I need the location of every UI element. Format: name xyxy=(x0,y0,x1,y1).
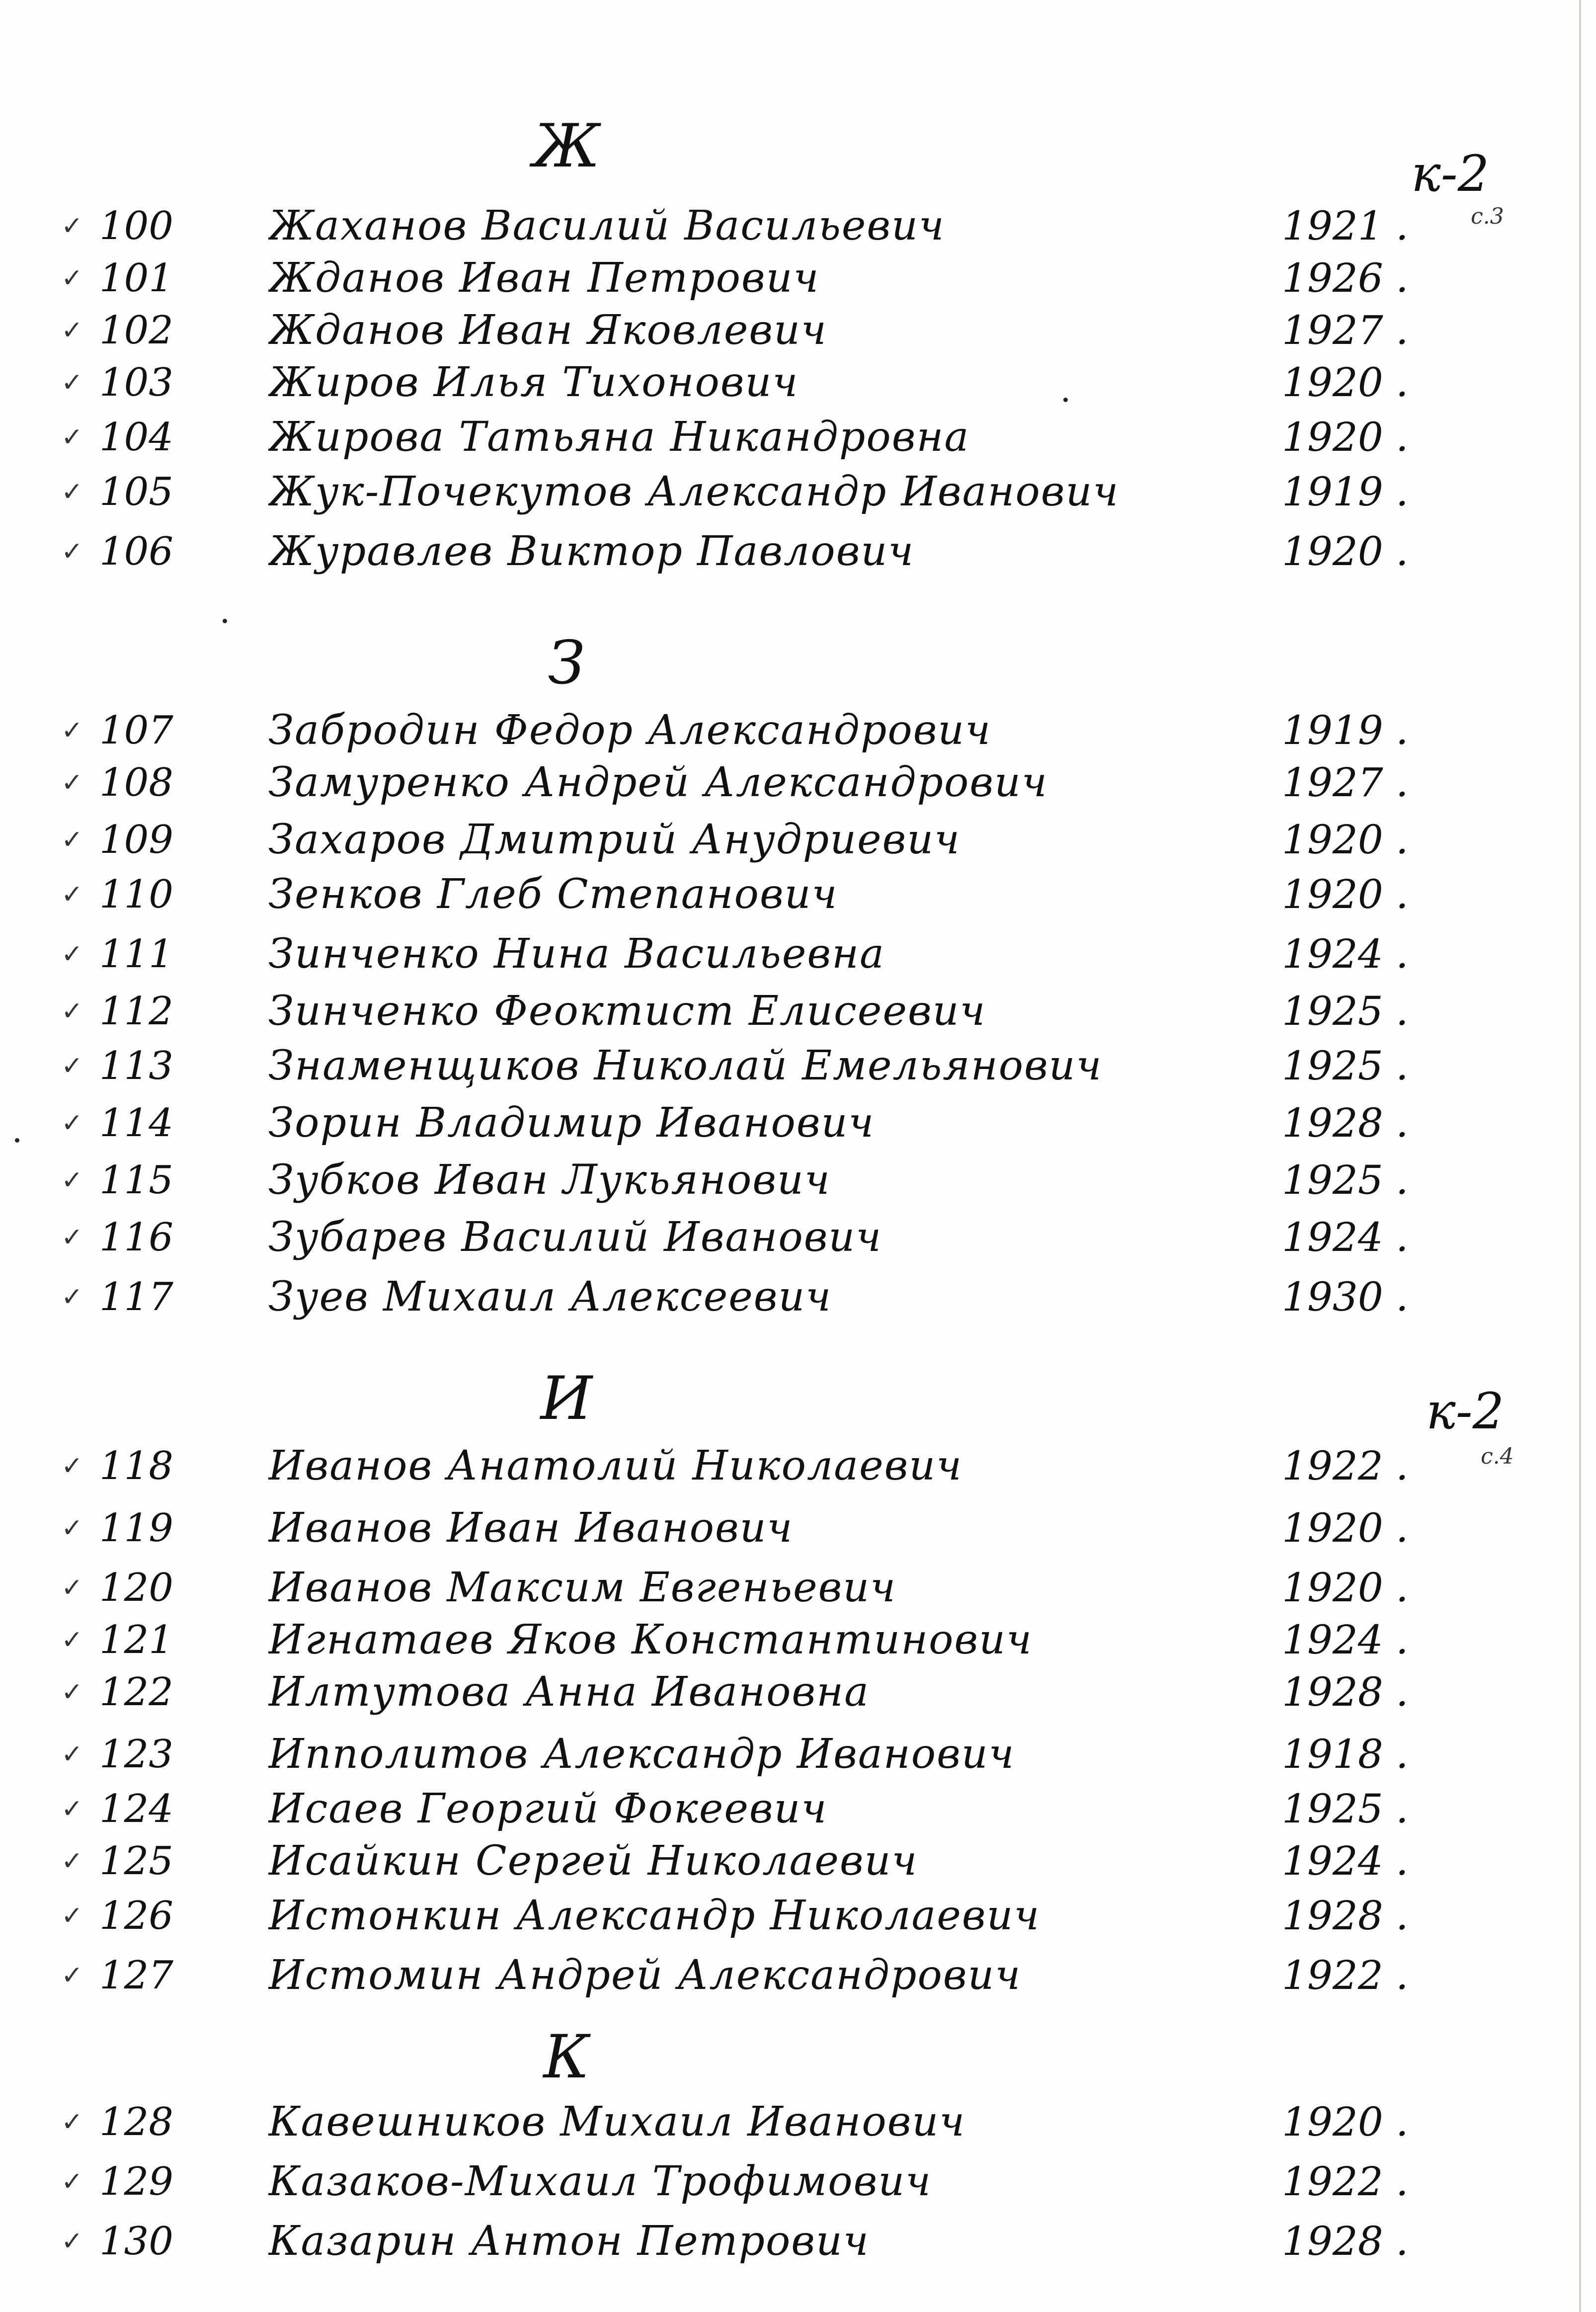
entry-number: 102 xyxy=(99,308,173,353)
entry-number: 119 xyxy=(99,1506,173,1551)
list-item xyxy=(0,527,1596,577)
check-mark: ✓ xyxy=(61,1739,83,1769)
check-mark: ✓ xyxy=(61,211,83,241)
check-mark: ✓ xyxy=(61,1282,83,1312)
birth-year: 1920 . xyxy=(1282,815,1491,865)
birth-year: 1920 . xyxy=(1282,358,1491,408)
list-item xyxy=(0,1667,1596,1717)
birth-year: 1927 . xyxy=(1282,306,1491,355)
entry-number: 109 xyxy=(99,818,173,862)
list-item xyxy=(0,253,1596,303)
person-name: Журавлев Виктор Павлович xyxy=(268,528,915,575)
check-mark: ✓ xyxy=(61,1223,83,1252)
entry-number: 108 xyxy=(99,760,173,805)
k-mark-sub: с.3 xyxy=(1471,204,1504,229)
list-item xyxy=(0,1041,1596,1091)
list-item xyxy=(0,706,1596,755)
check-mark: ✓ xyxy=(61,263,83,293)
list-item xyxy=(0,815,1596,865)
check-mark: ✓ xyxy=(61,1625,83,1655)
person-name: Знаменщиков Николай Емельянович xyxy=(268,1042,1103,1089)
check-mark: ✓ xyxy=(61,716,83,745)
entry-number: 105 xyxy=(99,470,173,514)
entry-number: 100 xyxy=(99,204,173,248)
person-name: Илтутова Анна Ивановна xyxy=(268,1668,870,1716)
list-item xyxy=(0,870,1596,919)
person-name: Ипполитов Александр Иванович xyxy=(268,1731,1015,1778)
entry-number: 110 xyxy=(99,872,173,917)
person-name: Жаханов Василий Васильевич xyxy=(268,202,945,249)
entry-number: 106 xyxy=(99,529,173,574)
person-name: Жирова Татьяна Никандровна xyxy=(268,413,970,461)
scan-speck xyxy=(15,1138,19,1143)
birth-year: 1925 . xyxy=(1282,987,1491,1036)
section-letter: З xyxy=(548,629,585,698)
person-name: Захаров Дмитрий Анудриевич xyxy=(268,816,961,863)
birth-year: 1920 . xyxy=(1282,2097,1491,2147)
check-mark: ✓ xyxy=(61,1846,83,1876)
scan-speck xyxy=(223,619,227,623)
entry-number: 117 xyxy=(99,1275,173,1320)
birth-year: 1928 . xyxy=(1282,1891,1491,1941)
list-item xyxy=(0,1615,1596,1665)
birth-year: 1928 . xyxy=(1282,1667,1491,1717)
birth-year: 1919 . xyxy=(1282,467,1491,517)
birth-year: 1924 . xyxy=(1282,929,1491,979)
check-mark: ✓ xyxy=(61,1051,83,1081)
entry-number: 121 xyxy=(99,1618,173,1662)
list-item xyxy=(0,1563,1596,1613)
entry-number: 118 xyxy=(99,1444,173,1488)
list-item xyxy=(0,1836,1596,1886)
list-item xyxy=(0,2157,1596,2207)
check-mark: ✓ xyxy=(61,1794,83,1824)
person-name: Зинченко Феоктист Елисеевич xyxy=(268,988,986,1035)
list-item xyxy=(0,1891,1596,1941)
birth-year: 1928 . xyxy=(1282,2217,1491,2266)
person-name: Жиров Илья Тихонович xyxy=(268,359,799,406)
birth-year: 1922 . xyxy=(1282,1951,1491,2000)
list-item xyxy=(0,987,1596,1036)
check-mark: ✓ xyxy=(61,316,83,345)
check-mark: ✓ xyxy=(61,1513,83,1543)
person-name: Жданов Иван Петрович xyxy=(268,254,820,302)
list-item xyxy=(0,306,1596,355)
k-mark: к-2 xyxy=(1426,1382,1505,1440)
birth-year: 1930 . xyxy=(1282,1272,1491,1322)
section-letter: Ж xyxy=(533,112,600,181)
person-name: Исайкин Сергей Николаевич xyxy=(268,1837,918,1885)
birth-year: 1920 . xyxy=(1282,413,1491,462)
birth-year: 1924 . xyxy=(1282,1615,1491,1665)
person-name: Иванов Максим Евгеньевич xyxy=(268,1564,897,1611)
person-name: Зорин Владимир Иванович xyxy=(268,1099,875,1147)
person-name: Жданов Иван Яковлевич xyxy=(268,307,827,354)
person-name: Игнатаев Яков Константинович xyxy=(268,1616,1033,1663)
check-mark: ✓ xyxy=(61,2227,83,2256)
person-name: Зенков Глеб Степанович xyxy=(268,871,838,918)
birth-year: 1920 . xyxy=(1282,870,1491,919)
person-name: Кавешников Михаил Иванович xyxy=(268,2098,966,2146)
check-mark: ✓ xyxy=(61,477,83,507)
list-item xyxy=(0,1098,1596,1148)
check-mark: ✓ xyxy=(61,880,83,909)
check-mark: ✓ xyxy=(61,1108,83,1138)
check-mark: ✓ xyxy=(61,825,83,855)
entry-number: 111 xyxy=(99,932,173,977)
check-mark: ✓ xyxy=(61,537,83,567)
section-letter: И xyxy=(540,1364,593,1433)
check-mark: ✓ xyxy=(61,996,83,1026)
entry-number: 129 xyxy=(99,2159,173,2204)
birth-year: 1925 . xyxy=(1282,1156,1491,1205)
check-mark: ✓ xyxy=(61,422,83,452)
birth-year: 1918 . xyxy=(1282,1730,1491,1779)
list-item xyxy=(0,1951,1596,2000)
list-item xyxy=(0,2217,1596,2266)
list-item xyxy=(0,758,1596,808)
k-mark-sub: с.4 xyxy=(1481,1444,1514,1469)
check-mark: ✓ xyxy=(61,768,83,798)
entry-number: 104 xyxy=(99,415,173,460)
check-mark: ✓ xyxy=(61,2167,83,2197)
person-name: Казаков-Михаил Трофимович xyxy=(268,2158,932,2205)
birth-year: 1927 . xyxy=(1282,758,1491,808)
entry-number: 130 xyxy=(99,2219,173,2264)
person-name: Зубарев Василий Иванович xyxy=(268,1214,882,1261)
check-mark: ✓ xyxy=(61,368,83,398)
list-item xyxy=(0,1784,1596,1834)
list-item xyxy=(0,1730,1596,1779)
list-item xyxy=(0,467,1596,517)
entry-number: 125 xyxy=(99,1839,173,1884)
list-item xyxy=(0,1272,1596,1322)
birth-year: 1921 . xyxy=(1282,201,1491,251)
list-item xyxy=(0,413,1596,462)
entry-number: 126 xyxy=(99,1894,173,1938)
entry-number: 113 xyxy=(99,1044,173,1088)
list-item xyxy=(0,1441,1596,1491)
birth-year: 1919 . xyxy=(1282,706,1491,755)
birth-year: 1925 . xyxy=(1282,1041,1491,1091)
entry-number: 120 xyxy=(99,1566,173,1610)
check-mark: ✓ xyxy=(61,1901,83,1931)
birth-year: 1924 . xyxy=(1282,1836,1491,1886)
entry-number: 128 xyxy=(99,2100,173,2145)
check-mark: ✓ xyxy=(61,1961,83,1990)
person-name: Иванов Иван Иванович xyxy=(268,1504,794,1552)
person-name: Истонкин Александр Николаевич xyxy=(268,1892,1040,1939)
birth-year: 1922 . xyxy=(1282,2157,1491,2207)
person-name: Зуев Михаил Алексеевич xyxy=(268,1273,832,1321)
list-item xyxy=(0,929,1596,979)
birth-year: 1920 . xyxy=(1282,527,1491,577)
entry-number: 127 xyxy=(99,1953,173,1998)
birth-year: 1924 . xyxy=(1282,1213,1491,1262)
entry-number: 116 xyxy=(99,1215,173,1260)
list-item xyxy=(0,1503,1596,1553)
person-name: Замуренко Андрей Александрович xyxy=(268,759,1048,806)
section-letter: К xyxy=(543,2023,590,2092)
entry-number: 103 xyxy=(99,360,173,405)
birth-year: 1920 . xyxy=(1282,1563,1491,1613)
birth-year: 1925 . xyxy=(1282,1784,1491,1834)
entry-number: 112 xyxy=(99,989,173,1034)
person-name: Казарин Антон Петрович xyxy=(268,2218,870,2265)
list-item xyxy=(0,2097,1596,2147)
entry-number: 123 xyxy=(99,1732,173,1777)
entry-number: 115 xyxy=(99,1158,173,1203)
birth-year: 1920 . xyxy=(1282,1503,1491,1553)
list-item xyxy=(0,1156,1596,1205)
entry-number: 101 xyxy=(99,256,173,301)
entry-number: 122 xyxy=(99,1670,173,1715)
person-name: Иванов Анатолий Николаевич xyxy=(268,1442,963,1489)
check-mark: ✓ xyxy=(61,1451,83,1481)
birth-year: 1928 . xyxy=(1282,1098,1491,1148)
entry-number: 124 xyxy=(99,1787,173,1831)
birth-year: 1922 . xyxy=(1282,1441,1491,1491)
k-mark: к-2 xyxy=(1411,145,1490,203)
person-name: Зинченко Нина Васильевна xyxy=(268,930,885,978)
check-mark: ✓ xyxy=(61,1165,83,1195)
check-mark: ✓ xyxy=(61,1573,83,1603)
person-name: Зубков Иван Лукьянович xyxy=(268,1156,831,1204)
list-item xyxy=(0,201,1596,251)
birth-year: 1926 . xyxy=(1282,253,1491,303)
check-mark: ✓ xyxy=(61,1677,83,1707)
person-name: Жук-Почекутов Александр Иванович xyxy=(268,468,1119,515)
person-name: Забродин Федор Александрович xyxy=(268,707,992,754)
entry-number: 114 xyxy=(99,1101,173,1146)
check-mark: ✓ xyxy=(61,939,83,969)
check-mark: ✓ xyxy=(61,2107,83,2137)
entry-number: 107 xyxy=(99,708,173,753)
list-item xyxy=(0,1213,1596,1262)
person-name: Исаев Георгий Фокеевич xyxy=(268,1785,828,1832)
person-name: Истомин Андрей Александрович xyxy=(268,1952,1022,1999)
list-item xyxy=(0,358,1596,408)
scan-speck xyxy=(1063,398,1068,402)
